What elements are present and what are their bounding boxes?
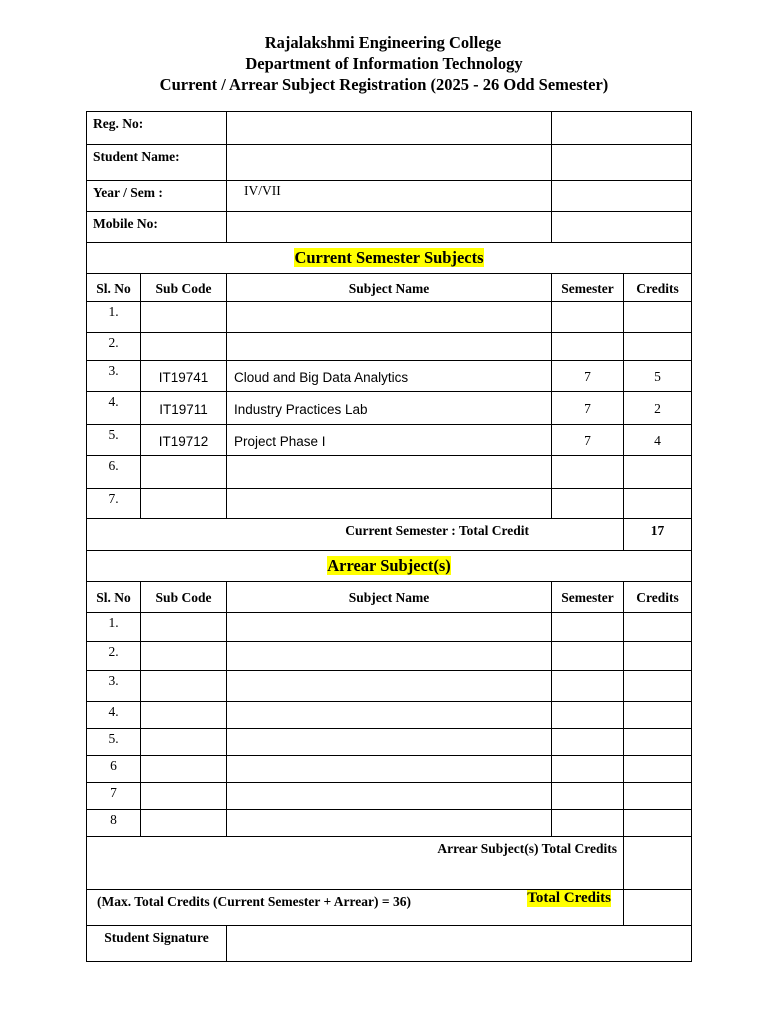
signature-row — [87, 926, 692, 962]
sub-code-cell[interactable] — [141, 302, 227, 333]
current-subject-row — [87, 361, 692, 392]
col-credits: Credits — [624, 582, 692, 613]
student-name-field[interactable] — [227, 145, 552, 181]
col-credits: Credits — [624, 274, 692, 302]
sub-code-cell[interactable] — [141, 702, 227, 729]
sub-code-cell[interactable] — [141, 642, 227, 671]
subject-name-cell[interactable]: Project Phase I — [227, 425, 552, 456]
subject-name-cell[interactable] — [227, 702, 552, 729]
arrear-section-row — [87, 551, 692, 582]
sub-code-cell[interactable] — [141, 456, 227, 489]
col-semester: Semester — [552, 582, 624, 613]
student-name-extra — [552, 145, 692, 181]
subject-name-cell[interactable] — [227, 756, 552, 783]
col-subject-name: Subject Name — [227, 582, 552, 613]
reg-no-label: Reg. No: — [87, 112, 227, 145]
year-sem-extra — [552, 181, 692, 212]
total-credits-value[interactable] — [624, 890, 692, 926]
credits-cell[interactable] — [624, 729, 692, 756]
current-header-row — [87, 274, 692, 302]
current-subject-row — [87, 489, 692, 519]
student-name-row — [87, 145, 692, 181]
year-sem-field[interactable]: IV/VII — [227, 181, 552, 212]
current-subject-row — [87, 456, 692, 489]
arrear-section-title: Arrear Subject(s) — [327, 556, 451, 575]
arrear-subject-row — [87, 756, 692, 783]
subject-name-cell[interactable] — [227, 613, 552, 642]
col-subject-name: Subject Name — [227, 274, 552, 302]
credits-cell[interactable]: 5 — [624, 361, 692, 392]
college-name: Rajalakshmi Engineering College — [264, 33, 502, 52]
sl-no-cell: 5. — [87, 729, 141, 756]
credits-cell[interactable]: 2 — [624, 392, 692, 425]
mobile-row — [87, 212, 692, 243]
subject-name-cell[interactable] — [227, 810, 552, 837]
reg-no-row — [87, 112, 692, 145]
subject-name-cell[interactable] — [227, 783, 552, 810]
current-subject-row — [87, 333, 692, 361]
subject-name-cell[interactable] — [227, 302, 552, 333]
sl-no-cell: 1. — [87, 302, 141, 333]
sub-code-cell[interactable] — [141, 810, 227, 837]
sl-no-cell: 6. — [87, 456, 141, 489]
credits-cell[interactable] — [624, 810, 692, 837]
semester-cell[interactable] — [552, 671, 624, 702]
form-title: Current / Arrear Subject Registration (2025 - 26 Odd Semester) — [159, 75, 609, 94]
arrear-total-value[interactable] — [624, 837, 692, 890]
current-total-label: Current Semester : Total Credit — [87, 519, 624, 551]
sl-no-cell: 2. — [87, 333, 141, 361]
semester-cell[interactable] — [552, 333, 624, 361]
total-credits-row — [87, 890, 692, 926]
credits-cell[interactable] — [624, 613, 692, 642]
sl-no-cell: 8 — [87, 810, 141, 837]
credits-cell[interactable]: 4 — [624, 425, 692, 456]
sl-no-cell: 4. — [87, 392, 141, 425]
arrear-subject-row — [87, 613, 692, 642]
semester-cell[interactable] — [552, 810, 624, 837]
arrear-subject-row — [87, 729, 692, 756]
credits-cell[interactable] — [624, 333, 692, 361]
sl-no-cell: 5. — [87, 425, 141, 456]
arrear-total-label: Arrear Subject(s) Total Credits — [87, 837, 624, 890]
sub-code-cell[interactable]: IT19741 — [141, 361, 227, 392]
sl-no-cell: 4. — [87, 702, 141, 729]
semester-cell[interactable] — [552, 302, 624, 333]
subject-name-cell[interactable]: Industry Practices Lab — [227, 392, 552, 425]
sub-code-cell[interactable] — [141, 756, 227, 783]
credits-cell[interactable] — [624, 302, 692, 333]
registration-table — [86, 111, 692, 962]
mobile-extra — [552, 212, 692, 243]
form-header — [0, 32, 768, 95]
total-credits-label: Total Credits — [527, 890, 611, 906]
sl-no-cell: 7 — [87, 783, 141, 810]
col-sub-code: Sub Code — [141, 274, 227, 302]
col-sl-no: Sl. No — [87, 582, 141, 613]
reg-no-field[interactable] — [227, 112, 552, 145]
credits-cell[interactable] — [624, 702, 692, 729]
sub-code-cell[interactable] — [141, 489, 227, 519]
current-subject-row — [87, 425, 692, 456]
sub-code-cell[interactable]: IT19712 — [141, 425, 227, 456]
semester-cell[interactable]: 7 — [552, 361, 624, 392]
credits-cell[interactable] — [624, 489, 692, 519]
arrear-subject-row — [87, 702, 692, 729]
mobile-label: Mobile No: — [87, 212, 227, 243]
current-section-title: Current Semester Subjects — [294, 248, 484, 267]
sub-code-cell[interactable] — [141, 783, 227, 810]
semester-cell[interactable] — [552, 729, 624, 756]
current-total-value: 17 — [624, 519, 692, 551]
sl-no-cell: 3. — [87, 671, 141, 702]
sub-code-cell[interactable]: IT19711 — [141, 392, 227, 425]
student-name-label: Student Name: — [87, 145, 227, 181]
subject-name-cell[interactable] — [227, 333, 552, 361]
max-credits-note: (Max. Total Credits (Current Semester + Arrear) = 36) — [97, 894, 411, 909]
sl-no-cell: 1. — [87, 613, 141, 642]
semester-cell[interactable] — [552, 456, 624, 489]
semester-cell[interactable]: 7 — [552, 425, 624, 456]
arrear-subject-row — [87, 671, 692, 702]
current-section-row — [87, 243, 692, 274]
semester-cell[interactable] — [552, 702, 624, 729]
year-sem-row — [87, 181, 692, 212]
arrear-total-row — [87, 837, 692, 890]
subject-name-cell[interactable] — [227, 489, 552, 519]
signature-label: Student Signature — [87, 926, 227, 962]
credits-cell[interactable] — [624, 456, 692, 489]
sub-code-cell[interactable] — [141, 333, 227, 361]
semester-cell[interactable] — [552, 613, 624, 642]
sub-code-cell[interactable] — [141, 729, 227, 756]
semester-cell[interactable] — [552, 783, 624, 810]
col-sl-no: Sl. No — [87, 274, 141, 302]
arrear-subject-row — [87, 642, 692, 671]
subject-name-cell[interactable] — [227, 729, 552, 756]
sl-no-cell: 2. — [87, 642, 141, 671]
credits-cell[interactable] — [624, 642, 692, 671]
subject-name-cell[interactable] — [227, 671, 552, 702]
col-sub-code: Sub Code — [141, 582, 227, 613]
sub-code-cell[interactable] — [141, 613, 227, 642]
arrear-subject-row — [87, 783, 692, 810]
subject-name-cell[interactable] — [227, 642, 552, 671]
reg-no-extra — [552, 112, 692, 145]
subject-name-cell[interactable] — [227, 456, 552, 489]
current-total-row — [87, 519, 692, 551]
sub-code-cell[interactable] — [141, 671, 227, 702]
sl-no-cell: 3. — [87, 361, 141, 392]
semester-cell[interactable] — [552, 642, 624, 671]
credits-cell[interactable] — [624, 671, 692, 702]
year-sem-label: Year / Sem : — [87, 181, 227, 212]
semester-cell[interactable] — [552, 489, 624, 519]
current-subject-row — [87, 392, 692, 425]
mobile-field[interactable] — [227, 212, 552, 243]
department-name: Department of Information Technology — [245, 54, 523, 73]
credits-cell[interactable] — [624, 756, 692, 783]
sl-no-cell: 6 — [87, 756, 141, 783]
semester-cell[interactable] — [552, 756, 624, 783]
signature-field[interactable] — [227, 926, 692, 962]
arrear-subject-row — [87, 810, 692, 837]
current-subject-row — [87, 302, 692, 333]
col-semester: Semester — [552, 274, 624, 302]
credits-cell[interactable] — [624, 783, 692, 810]
sl-no-cell: 7. — [87, 489, 141, 519]
arrear-header-row — [87, 582, 692, 613]
subject-name-cell[interactable]: Cloud and Big Data Analytics — [227, 361, 552, 392]
semester-cell[interactable]: 7 — [552, 392, 624, 425]
